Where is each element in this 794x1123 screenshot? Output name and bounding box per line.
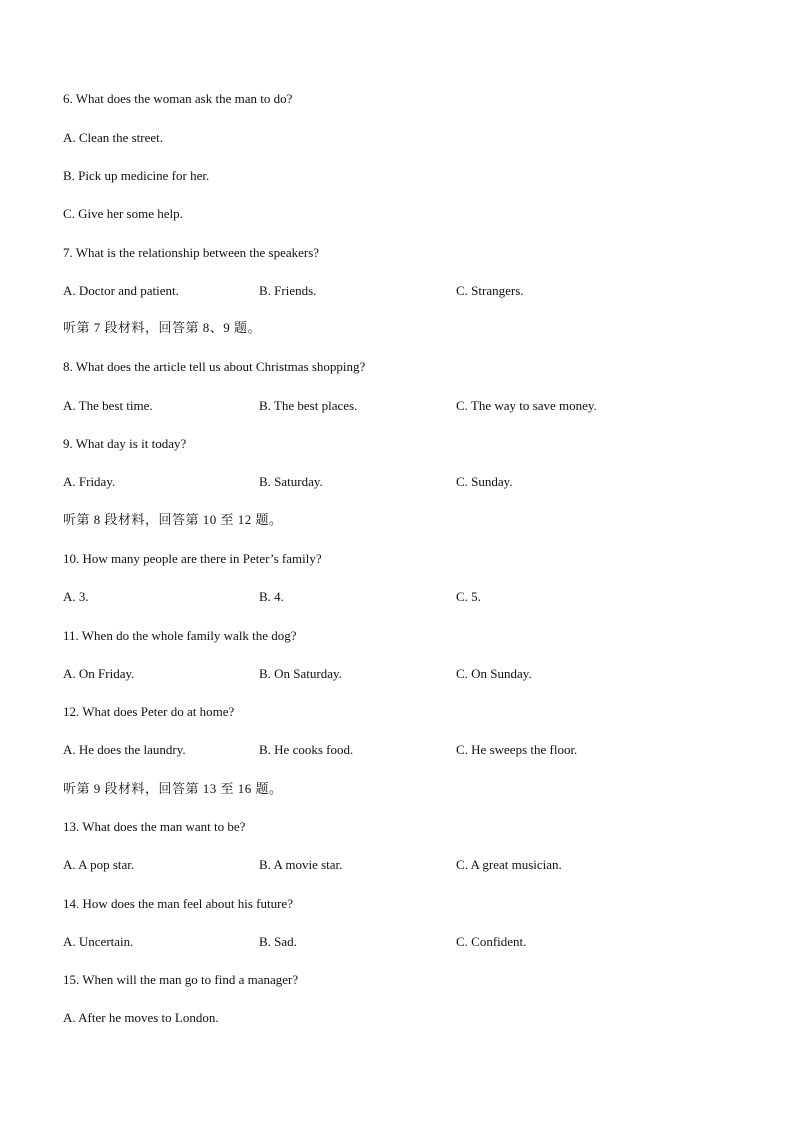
question-9-prompt: 9. What day is it today? [63, 436, 187, 451]
question-13-option-a: A. A pop star. [63, 857, 135, 872]
question-7-option-c: C. Strangers. [456, 283, 524, 298]
question-13-option-c: C. A great musician. [456, 857, 562, 872]
question-11-option-c: C. On Sunday. [456, 666, 532, 681]
question-11-option-b: B. On Saturday. [259, 666, 342, 681]
question-9-option-a: A. Friday. [63, 474, 116, 489]
question-11-option-a: A. On Friday. [63, 666, 135, 681]
section-7-heading: 听第 7 段材料，回答第 8、9 题。 [63, 320, 262, 335]
question-6-option-b: B. Pick up medicine for her. [63, 168, 210, 183]
section-8-heading: 听第 8 段材料，回答第 10 至 12 题。 [63, 512, 283, 527]
question-8-option-a: A. The best time. [63, 398, 153, 413]
question-8-option-c: C. The way to save money. [456, 398, 597, 413]
question-14-prompt: 14. How does the man feel about his future? [63, 896, 293, 911]
question-6-option-c: C. Give her some help. [63, 206, 183, 221]
question-9-option-b: B. Saturday. [259, 474, 323, 489]
question-10-option-a: A. 3. [63, 589, 89, 604]
question-11-prompt: 11. When do the whole family walk the dog? [63, 628, 297, 643]
question-10-prompt: 10. How many people are there in Peter’s family? [63, 551, 322, 566]
question-15-prompt: 15. When will the man go to find a manager? [63, 972, 299, 987]
question-10-option-c: C. 5. [456, 589, 481, 604]
question-12-prompt: 12. What does Peter do at home? [63, 704, 235, 719]
question-8-prompt: 8. What does the article tell us about Christmas shopping? [63, 359, 366, 374]
question-7-prompt: 7. What is the relationship between the speakers? [63, 245, 320, 260]
question-12-option-a: A. He does the laundry. [63, 742, 186, 757]
question-14-option-a: A. Uncertain. [63, 934, 134, 949]
question-15-option-a: A. After he moves to London. [63, 1010, 219, 1025]
question-9-option-c: C. Sunday. [456, 474, 513, 489]
question-13-option-b: B. A movie star. [259, 857, 343, 872]
question-8-option-b: B. The best places. [259, 398, 358, 413]
question-10-option-b: B. 4. [259, 589, 284, 604]
question-12-option-b: B. He cooks food. [259, 742, 354, 757]
question-13-prompt: 13. What does the man want to be? [63, 819, 246, 834]
question-6-option-a: A. Clean the street. [63, 130, 163, 145]
question-7-option-b: B. Friends. [259, 283, 317, 298]
section-9-heading: 听第 9 段材料，回答第 13 至 16 题。 [63, 781, 283, 796]
question-14-option-b: B. Sad. [259, 934, 297, 949]
question-6-prompt: 6. What does the woman ask the man to do? [63, 91, 293, 106]
question-14-option-c: C. Confident. [456, 934, 527, 949]
question-12-option-c: C. He sweeps the floor. [456, 742, 578, 757]
question-7-option-a: A. Doctor and patient. [63, 283, 179, 298]
